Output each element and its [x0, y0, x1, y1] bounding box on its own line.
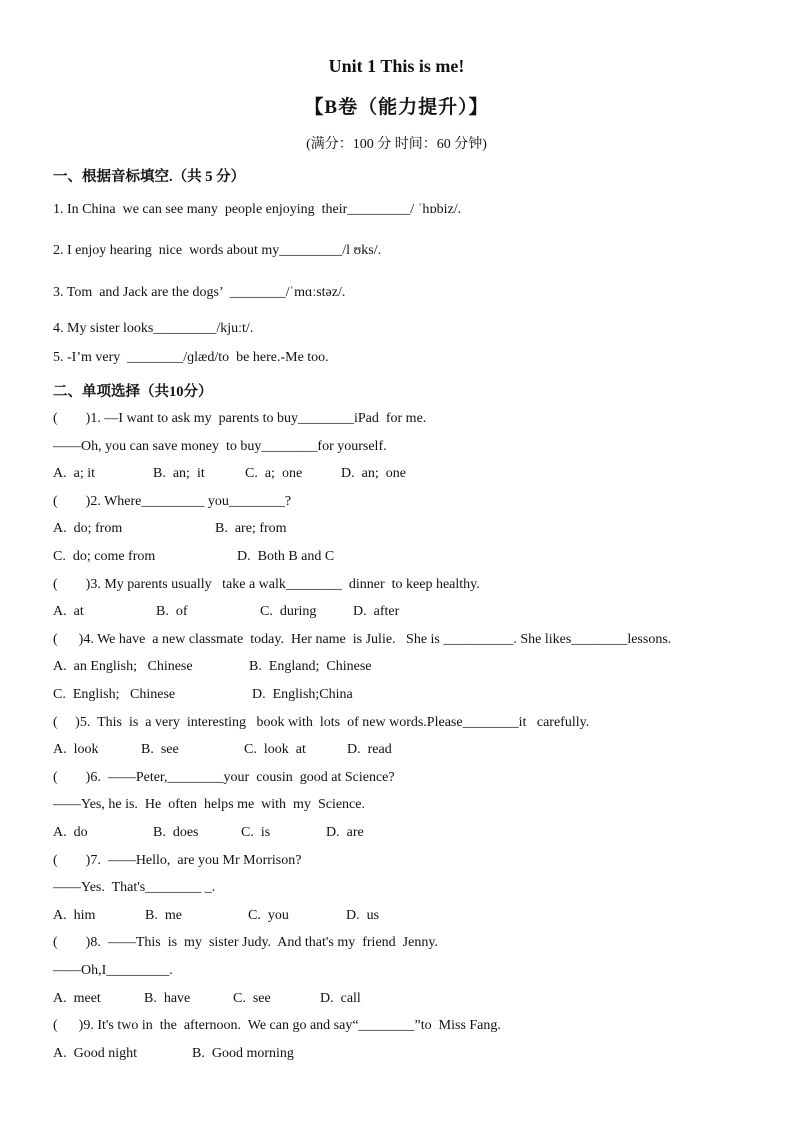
phonetic-item-3: 3. Tom and Jack are the dogs’ ________/ˈmɑːstəz/. — [53, 285, 346, 300]
option-b: B. have — [144, 991, 191, 1006]
question-4-text: ( )4. We have a new classmate today. Her name is Julie. She is __________. She likes________lessons. — [53, 632, 672, 647]
option-c: C. a; one — [245, 466, 303, 481]
option-a: A. do; from — [53, 521, 123, 536]
option-d: D. English;China — [252, 687, 353, 702]
option-d: D. after — [353, 604, 400, 619]
phonetic-item-5: 5. -I’m very ________/ɡlæd/to be here.-Me too. — [53, 350, 329, 365]
question-8-options — [53, 991, 753, 1009]
option-c: C. is — [241, 825, 271, 840]
option-d: D. us — [346, 908, 380, 923]
option-d: D. Both B and C — [237, 549, 335, 564]
option-c: C. look at — [244, 742, 306, 757]
option-a: A. him — [53, 908, 96, 923]
option-d: D. read — [347, 742, 392, 757]
option-b: B. Good morning — [192, 1046, 294, 1061]
section-1-heading: 一、根据音标填空.（共 5 分） — [53, 169, 246, 185]
question-9-options — [53, 1046, 753, 1064]
option-b: B. does — [153, 825, 199, 840]
option-b: B. see — [141, 742, 179, 757]
question-1-response: ——Oh, you can save money to buy________for yourself. — [53, 439, 387, 454]
option-b: B. England; Chinese — [249, 659, 372, 674]
option-a: A. at — [53, 604, 84, 619]
option-b: B. are; from — [215, 521, 287, 536]
question-8-response: ——Oh,I_________. — [53, 963, 173, 978]
question-3-text: ( )3. My parents usually take a walk________ dinner to keep healthy. — [53, 577, 480, 592]
question-6-options — [53, 825, 753, 843]
question-2-options-row-2 — [53, 549, 753, 567]
question-2-options-row-1 — [53, 521, 753, 539]
option-a: A. a; it — [53, 466, 95, 481]
section-2-heading: 二、单项选择（共10分） — [53, 384, 213, 400]
option-a: A. Good night — [53, 1046, 137, 1061]
question-7-text: ( )7. ——Hello, are you Mr Morrison? — [53, 853, 302, 868]
option-c: C. do; come from — [53, 549, 156, 564]
question-5-text: ( )5. This is a very interesting book with lots of new words.Please________it carefully. — [53, 715, 590, 730]
option-a: A. look — [53, 742, 99, 757]
document-title: Unit 1 This is me! — [328, 56, 465, 76]
option-c: C. English; Chinese — [53, 687, 176, 702]
option-d: D. an; one — [341, 466, 406, 481]
question-6-response: ——Yes, he is. He often helps me with my Science. — [53, 797, 365, 812]
option-b: B. me — [145, 908, 182, 923]
question-1-options — [53, 466, 753, 484]
phonetic-item-1: 1. In China we can see many people enjoying their_________/ ˈhɒbiz/. — [53, 202, 462, 217]
question-3-options — [53, 604, 753, 622]
question-4-options-row-1 — [53, 659, 753, 677]
question-1-text: ( )1. —I want to ask my parents to buy________iPad for me. — [53, 411, 427, 426]
question-7-options — [53, 908, 753, 926]
option-a: A. meet — [53, 991, 101, 1006]
option-b: B. an; it — [153, 466, 205, 481]
option-a: A. an English; Chinese — [53, 659, 193, 674]
score-time-info: (满分：100 分 时间：60 分钟) — [306, 137, 487, 152]
question-8-text: ( )8. ——This is my sister Judy. And that's my friend Jenny. — [53, 935, 438, 950]
document-subtitle: 【B卷（能力提升）】 — [304, 97, 489, 118]
question-4-options-row-2 — [53, 687, 753, 705]
option-d: D. call — [320, 991, 361, 1006]
question-7-response: ——Yes. That's________ _. — [53, 880, 216, 895]
option-c: C. during — [260, 604, 317, 619]
phonetic-item-2: 2. I enjoy hearing nice words about my_________/l ʊks/. — [53, 243, 382, 258]
option-d: D. are — [326, 825, 364, 840]
question-6-text: ( )6. ——Peter,________your cousin good at Science? — [53, 770, 395, 785]
option-c: C. see — [233, 991, 271, 1006]
option-c: C. you — [248, 908, 289, 923]
question-2-text: ( )2. Where_________ you________? — [53, 494, 292, 509]
phonetic-item-4: 4. My sister looks_________/kjuːt/. — [53, 321, 254, 336]
option-b: B. of — [156, 604, 188, 619]
question-9-text: ( )9. It's two in the afternoon. We can go and say“________”to Miss Fang. — [53, 1018, 501, 1033]
option-a: A. do — [53, 825, 88, 840]
question-5-options — [53, 742, 753, 760]
